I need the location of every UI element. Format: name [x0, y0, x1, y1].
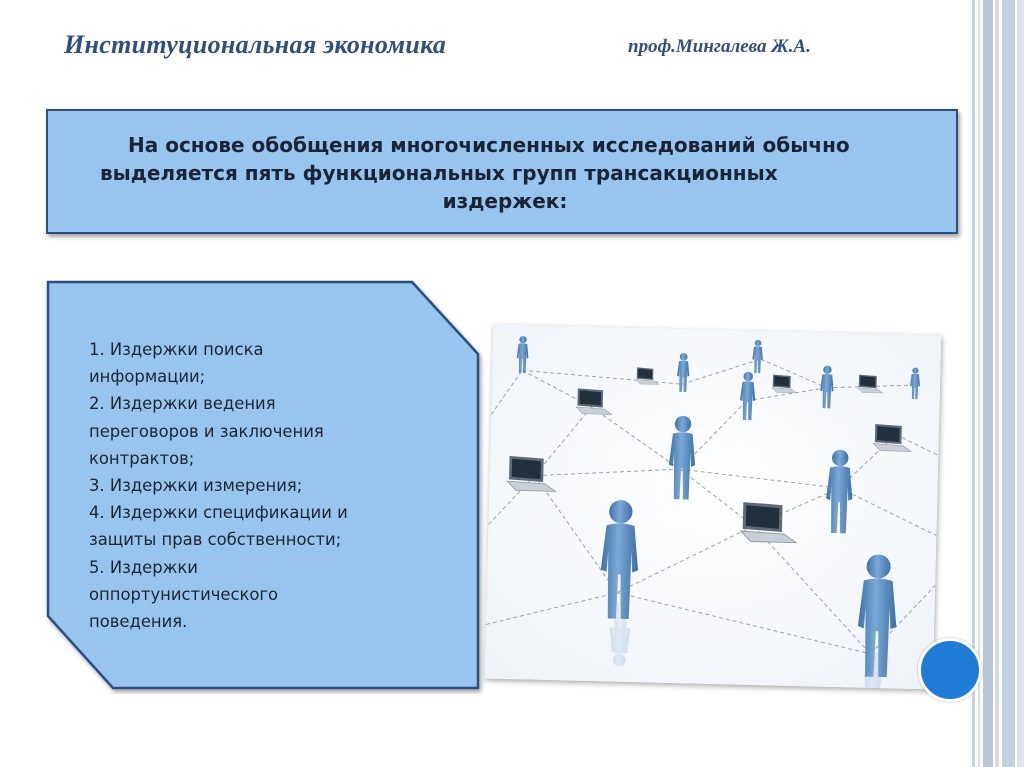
costs-list	[89, 336, 449, 635]
intro-line-1: На основе обобщения многочисленных исследований обычно	[128, 133, 850, 157]
network-illustration	[485, 325, 942, 690]
list-line: оппортунистического	[89, 584, 279, 604]
list-line: переговоров и заключения	[89, 421, 324, 441]
list-line: 5. Издержки	[89, 557, 198, 577]
list-line: 4. Издержки спецификации и	[89, 503, 348, 523]
list-line: поведения.	[89, 612, 188, 632]
decorative-side-stripes	[972, 0, 1024, 767]
slide-title: Институциональная экономика	[64, 30, 447, 59]
list-line: 3. Издержки измерения;	[89, 476, 303, 496]
list-line: 2. Издержки ведения	[89, 394, 276, 414]
accent-circle	[918, 638, 982, 702]
intro-line-2: выделяется пять функциональных групп трансакционных	[100, 161, 778, 185]
list-line: 1. Издержки поиска	[89, 340, 264, 359]
list-line: информации;	[89, 367, 206, 387]
list-line: защиты прав собственности;	[89, 530, 342, 550]
network-image	[485, 325, 942, 690]
intro-line-3: издержек:	[442, 189, 568, 213]
intro-text	[100, 131, 950, 215]
author-name: проф.Мингалева Ж.А.	[628, 36, 811, 57]
list-line: контрактов;	[89, 448, 195, 468]
